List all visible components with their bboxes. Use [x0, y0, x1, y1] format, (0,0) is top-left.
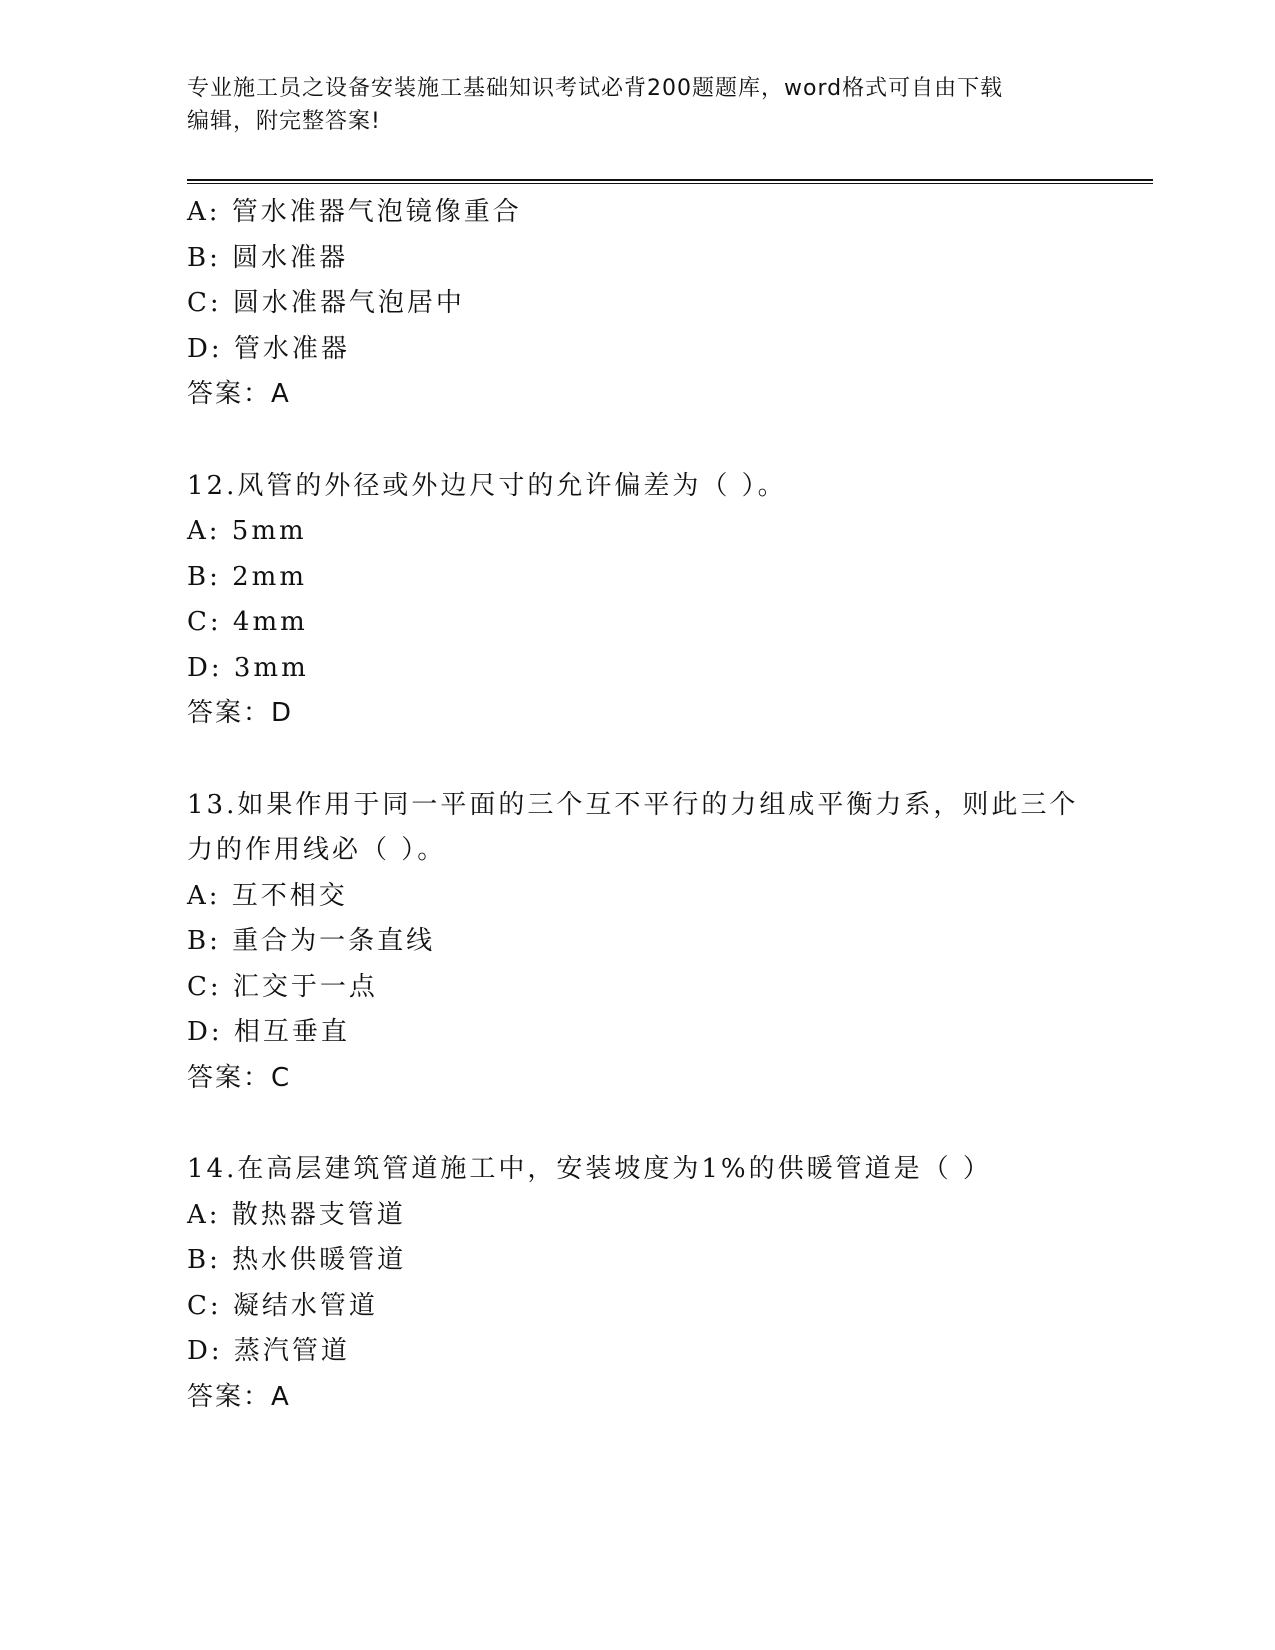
answer-line: 答案：A: [187, 379, 291, 409]
question-text-line-1: 13.如果作用于同一平面的三个互不平行的力组成平衡力系，则此三个: [187, 789, 1079, 820]
question-spacer: [187, 1101, 1087, 1147]
header-divider-thick: [187, 179, 1153, 181]
option-b: B: 圆水准器: [187, 242, 349, 273]
answer-line: 答案：A: [187, 1381, 291, 1412]
question-text-line-2: 力的作用线必（ ）。: [187, 835, 447, 865]
option-a: A: 管水准器气泡镜像重合: [187, 197, 522, 227]
header-title-line-2: 编辑，附完整答案!: [187, 109, 381, 134]
question-12: [187, 464, 1087, 737]
option-a: A: 5mm: [187, 516, 307, 546]
option-b: B: 重合为一条直线: [187, 926, 436, 956]
document-header: [187, 72, 1067, 138]
question-14: [187, 1147, 1087, 1420]
question-spacer: [187, 418, 1087, 464]
option-d: D: 蒸汽管道: [187, 1336, 350, 1366]
question-13: [187, 783, 1087, 1102]
option-d: D: 管水准器: [187, 333, 350, 364]
answer-line: 答案：D: [187, 698, 294, 728]
question-text: 12.风管的外径或外边尺寸的允许偏差为（ ）。: [187, 470, 787, 501]
option-c: C: 汇交于一点: [187, 971, 378, 1002]
question-11: [187, 190, 1087, 418]
option-c: C: 凝结水管道: [187, 1290, 378, 1321]
option-c: C: 圆水准器气泡居中: [187, 288, 465, 318]
option-a: A: 互不相交: [187, 880, 348, 911]
option-d: D: 相互垂直: [187, 1017, 350, 1047]
question-spacer: [187, 737, 1087, 783]
option-d: D: 3mm: [187, 652, 309, 683]
question-text: 14.在高层建筑管道施工中，安装坡度为1%的供暖管道是（ ）: [187, 1154, 992, 1184]
question-list: [187, 190, 1087, 1420]
option-c: C: 4mm: [187, 607, 308, 637]
header-divider-thin: [187, 183, 1153, 184]
answer-line: 答案：C: [187, 1062, 292, 1093]
option-b: B: 2mm: [187, 561, 307, 592]
option-b: B: 热水供暖管道: [187, 1245, 407, 1275]
option-a: A: 散热器支管道: [187, 1199, 406, 1230]
header-title-line-1: 专业施工员之设备安装施工基础知识考试必背200题题库，word格式可自由下载: [187, 76, 1004, 101]
